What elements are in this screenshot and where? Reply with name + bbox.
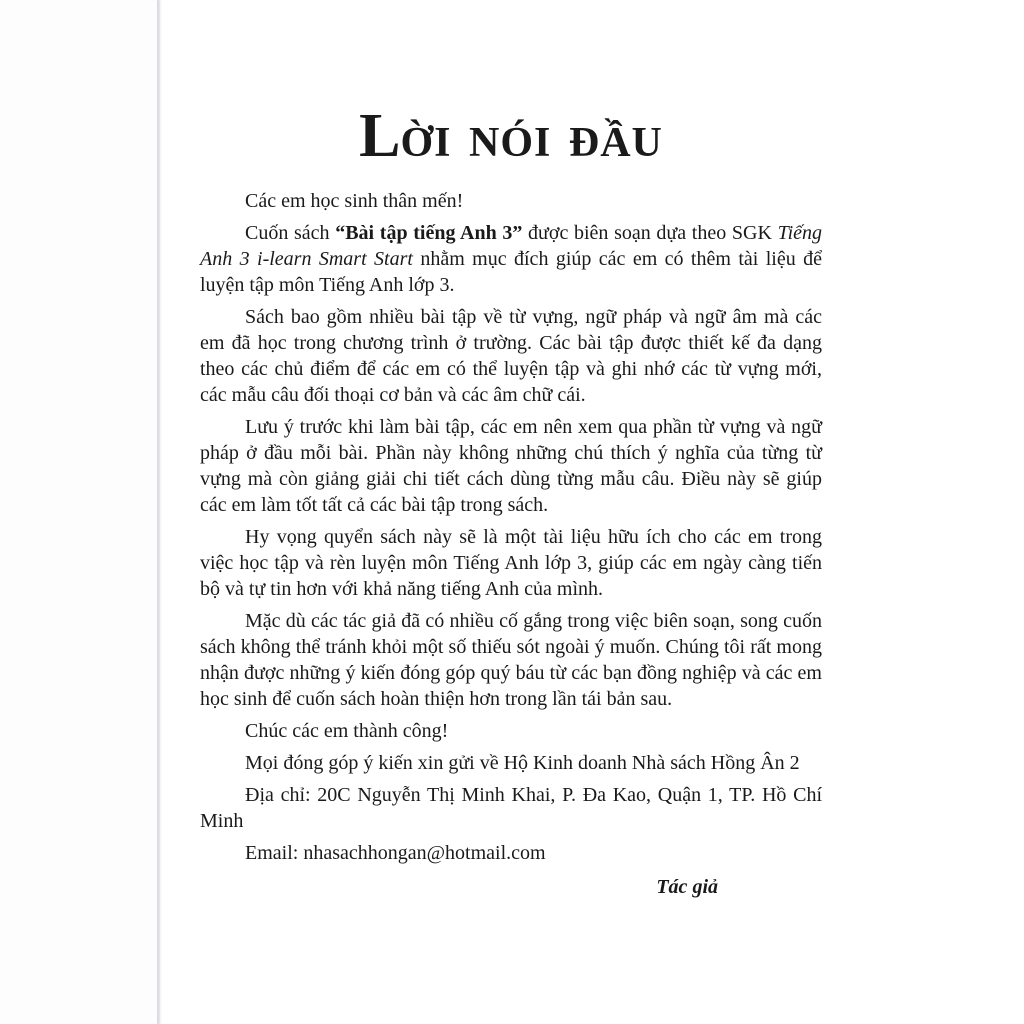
paragraph-contents: Sách bao gồm nhiều bài tập về từ vựng, ngữ pháp và ngữ âm mà các em đã học trong chương trình ở trường. Các bài tập được thiết kế đa dạng theo các chủ điểm để các em có thể luyện tập và ghi nhớ các từ vựng mới, các mẫu câu đối thoại cơ bản và các âm chữ cái. [200,306,822,406]
sgk-series-title: Tiếng Anh 3 i-learn Smart Start [200,222,823,270]
paragraph-feedback: Mọi đóng góp ý kiến xin gửi về Hộ Kinh doanh Nhà sách Hồng Ân 2 [245,752,800,774]
intro-run-post: nhằm mục đích giúp các em có thêm tài liệu để luyện tập môn Tiếng Anh lớp 3. [200,248,822,296]
paragraph-hope: Hy vọng quyển sách này sẽ là một tài liệu hữu ích cho các em trong việc học tập và rèn luyện môn Tiếng Anh lớp 3, giúp các em ngày càng tiến bộ và tự tin hơn với khả năng tiếng Anh của mình. [200,526,822,600]
paragraph-greeting: Các em học sinh thân mến! [245,190,464,212]
book-title: “Bài tập tiếng Anh 3” [335,222,523,244]
paragraph-apology: Mặc dù các tác giả đã có nhiều cố gắng trong việc biên soạn, song cuốn sách không thể tránh khỏi một số thiếu sót ngoài ý muốn. Chúng tôi rất mong nhận được những ý kiến đóng góp quý báu từ các bạn đồng nghiệp và các em học sinh để cuốn sách hoàn thiện hơn trong lần tái bản sau. [200,610,822,710]
paragraph-note: Lưu ý trước khi làm bài tập, các em nên xem qua phần từ vựng và ngữ pháp ở đầu mỗi bài. Phần này không những chú thích ý nghĩa của từng từ vựng mà còn giảng giải chi tiết cách dùng từng mẫu câu. Điều này sẽ giúp các em làm tốt tất cả các bài tập trong sách. [200,416,822,516]
page-title [200,102,822,170]
intro-run-pre: Cuốn sách [245,222,336,244]
title-initial-letter: L [359,102,401,170]
paragraph-intro [200,220,822,298]
paragraph-wish: Chúc các em thành công! [245,720,449,742]
page-edge-shadow [0,0,159,1024]
title-text: ỜI NÓI ĐẦU [400,120,663,166]
paragraph-email: Email: nhasachhongan@hotmail.com [245,842,546,864]
intro-run-mid: được biên soạn dựa theo SGK [522,222,778,244]
page-content [200,0,822,900]
paragraph-address: Địa chỉ: 20C Nguyễn Thị Minh Khai, P. Đa Kao, Quận 1, TP. Hồ Chí Minh [200,784,822,832]
author-signature: Tác giả [656,876,718,898]
